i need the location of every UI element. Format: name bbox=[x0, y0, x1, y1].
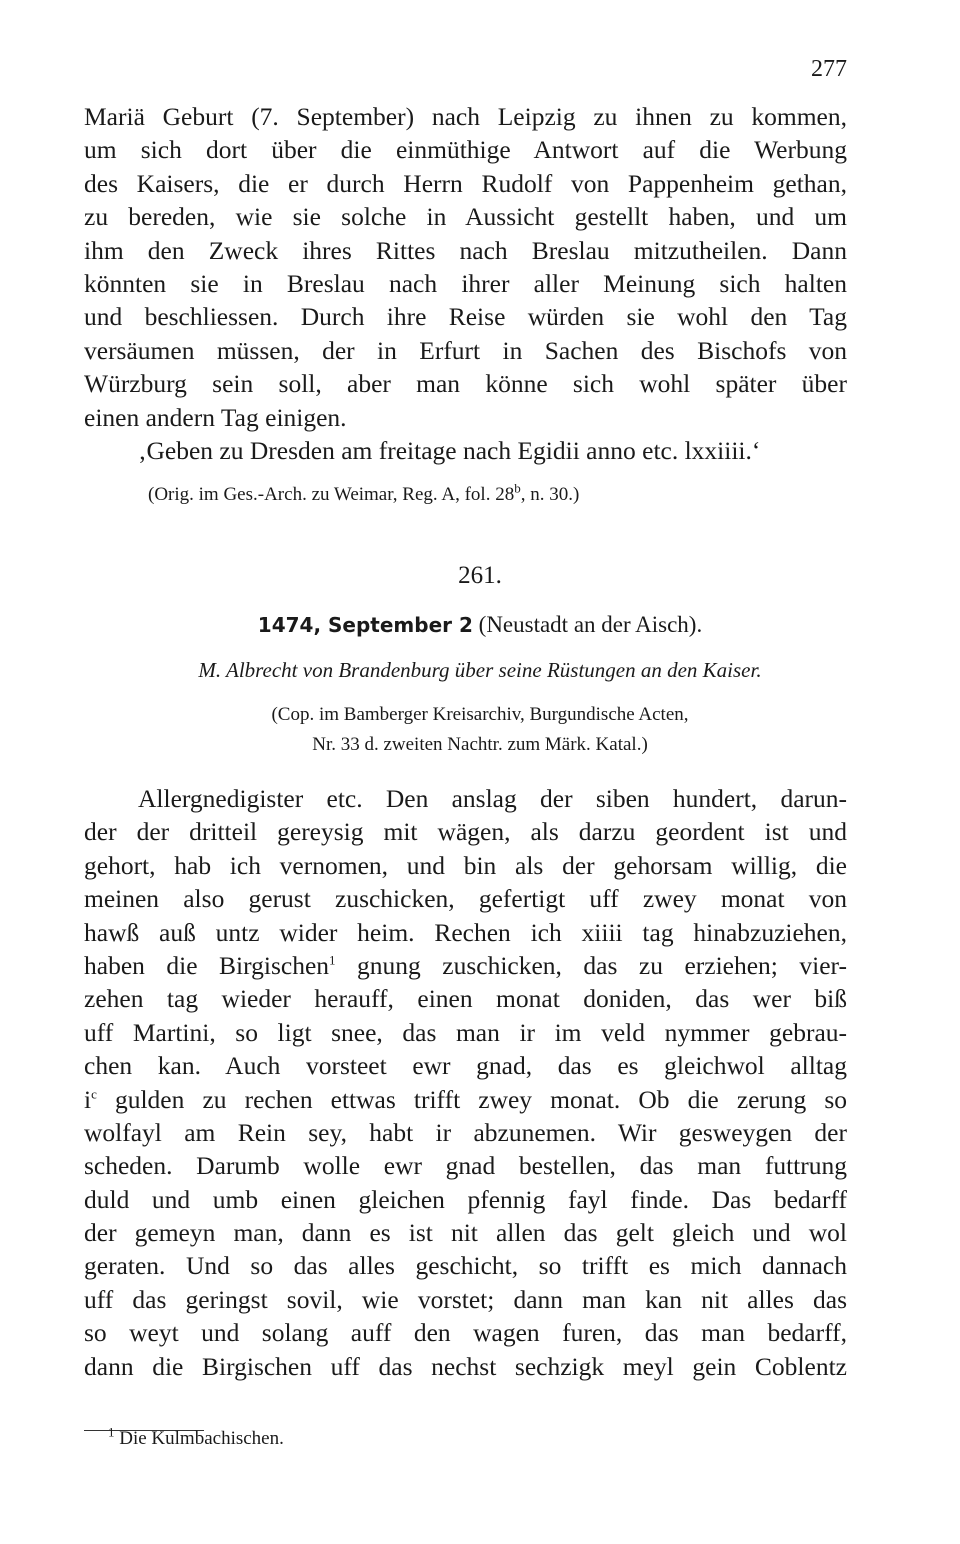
text-line: um sich dort über die einmüthige Antwort auf die Werbung bbox=[84, 135, 847, 165]
text-line: geraten. Und so das alles geschicht, so trifft es mich dannach bbox=[84, 1251, 847, 1281]
footnote: $^1$ Die Kulmbachischen. bbox=[108, 1424, 284, 1449]
text-line: $i^c$ gulden zu rechen ettwas trifft zwey monat. Ob die zerung so bbox=[84, 1084, 847, 1114]
text-line: hawß auß untz wider heim. Rechen ich xiiii tag hinabzuziehen, bbox=[84, 917, 847, 947]
document-regest: M. Albrecht von Brandenburg über seine Rüstungen an den Kaiser. bbox=[198, 658, 762, 682]
text-line: und beschliessen. Durch ihre Reise würden sie wohl den Tag bbox=[84, 302, 847, 332]
text-line: haben die Birgischen$^1$ gnung zuschicken, das zu erziehen; vier- bbox=[84, 950, 848, 980]
archive-citation: (Orig. im Ges.-Arch. zu Weimar, Reg. A, fol. 28$^b$, n. 30.) bbox=[148, 480, 580, 505]
text-line: versäumen müssen, der in Erfurt in Sachen des Bischofs von bbox=[84, 335, 847, 365]
text-line: meinen also gerust zuschicken, gefertigt uff zwey monat von bbox=[84, 884, 847, 914]
text-line: gehort, hab ich vernomen, und bin als der gehorsam willig, die bbox=[84, 850, 847, 880]
text-line: Würzburg sein soll, aber man könne sich wohl später über bbox=[84, 369, 847, 399]
text-line: chen kan. Auch vorsteet ewr gnad, das es gleichwol alltag bbox=[84, 1051, 847, 1081]
text-line: Mariä Geburt (7. September) nach Leipzig zu ihnen zu kommen, bbox=[84, 102, 847, 131]
text-line: der gemeyn man, dann es ist nit allen das gelt gleich und wol bbox=[84, 1218, 847, 1248]
source-note-line: Nr. 33 d. zweiten Nachtr. zum Märk. Katal.) bbox=[312, 734, 648, 755]
text-line: scheden. Darumb wolle ewr gnad bestellen, das man futtrung bbox=[84, 1151, 847, 1181]
text-line: der der dritteil gereysig mit wägen, als darzu geordent ist und bbox=[84, 817, 847, 847]
text-line: zu bereden, wie sie solche in Aussicht gestellt haben, und um bbox=[84, 202, 847, 232]
previous-letter-text bbox=[84, 100, 847, 467]
document-body bbox=[84, 782, 847, 1383]
document-date: 1474, September 2 (Neustadt an der Aisch). bbox=[257, 612, 703, 637]
text-line: einen andern Tag einigen. bbox=[84, 402, 347, 432]
document-number: 261. bbox=[458, 562, 502, 589]
text-line: zehen tag wieder herauff, einen monat doniden, das wer biß bbox=[84, 984, 847, 1014]
text-line: uff Martini, so ligt snee, das man ir im veld nymmer gebrau- bbox=[84, 1017, 847, 1047]
footnote-ref: 1 bbox=[329, 952, 336, 968]
text-line: könnten sie in Breslau nach ihrer aller Meinung sich halten bbox=[84, 268, 847, 298]
closing-formula: ‚Geben zu Dresden am freitage nach Egidii anno etc. lxxiiii.‘ bbox=[138, 435, 761, 465]
source-note-line: (Cop. im Bamberger Kreisarchiv, Burgundische Acten, bbox=[271, 704, 689, 725]
page-number: 277 bbox=[811, 56, 847, 82]
text-line: Allergnedigister etc. Den anslag der siben hundert, darun- bbox=[138, 784, 847, 813]
text-line: ihm den Zweck ihres Rittes nach Breslau mitzutheilen. Dann bbox=[84, 235, 847, 265]
text-line: uff das geringst sovil, wie vorstet; dann man kan nit alles das bbox=[84, 1284, 847, 1314]
text-line: so weyt und solang auff den wagen furen, das man bedarff, bbox=[84, 1318, 847, 1348]
text-line: duld und umb einen gleichen pfennig fayl finde. Das bedarff bbox=[84, 1184, 847, 1214]
text-line: dann die Birgischen uff das nechst sechzigk meyl gein Coblentz bbox=[84, 1351, 847, 1381]
text-line: wolfayl am Rein sey, habt ir abzunemen. Wir gesweygen der bbox=[84, 1117, 847, 1147]
text-line: des Kaisers, die er durch Herrn Rudolf von Pappenheim gethan, bbox=[84, 168, 847, 198]
